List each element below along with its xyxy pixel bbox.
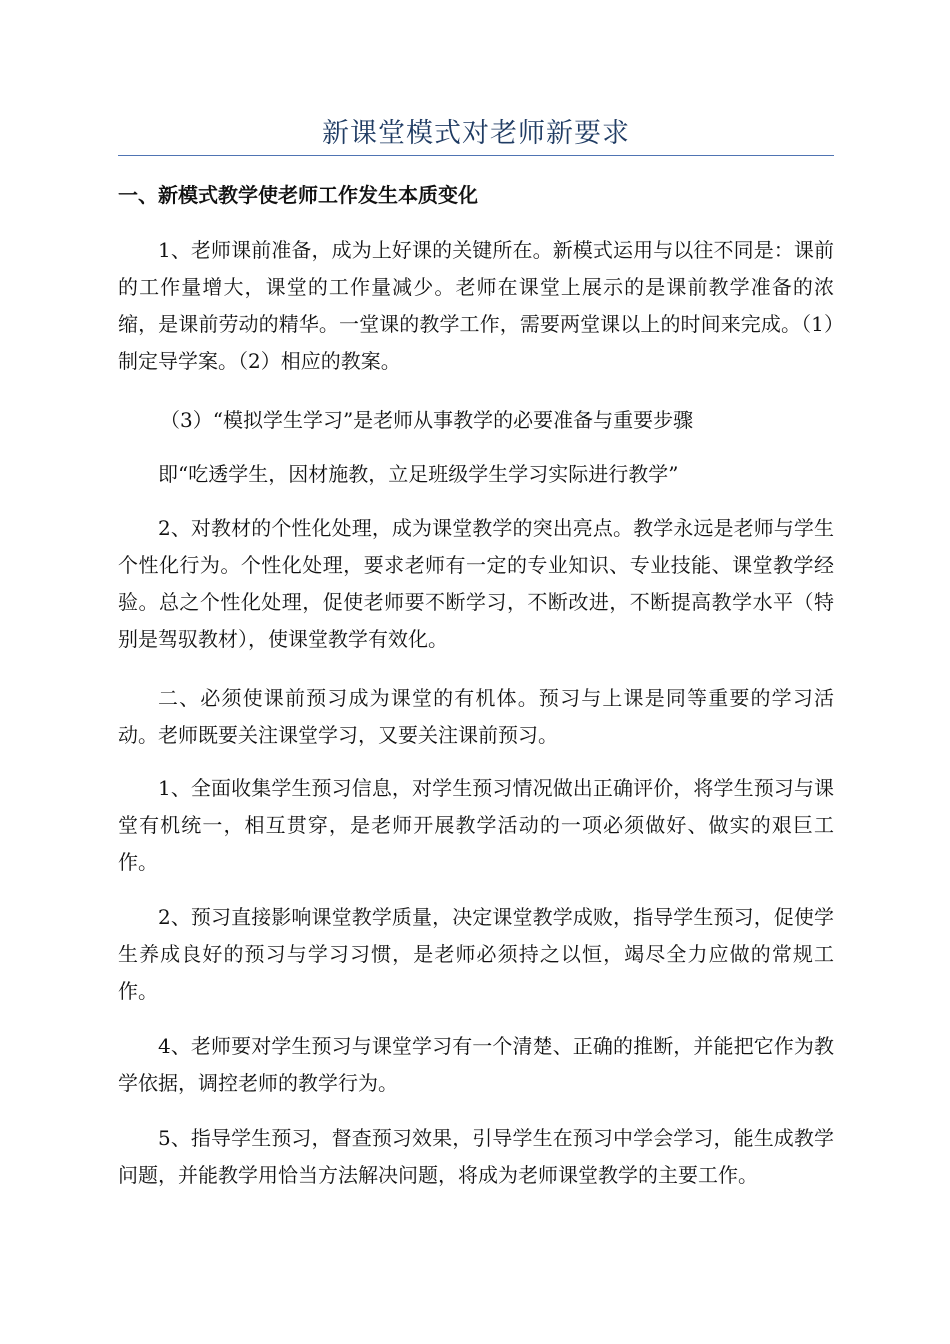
paragraph-2: （3）“模拟学生学习”是老师从事教学的必要准备与重要步骤 <box>160 408 694 432</box>
document-page <box>118 0 834 1344</box>
paragraph-5: 二、必须使课前预习成为课堂的有机体。预习与上课是同等重要的学习活动。老师既要关注课堂学习，又要关注课前预习。 <box>118 686 834 747</box>
paragraph-8: 4、老师要对学生预习与课堂学习有一个清楚、正确的推断，并能把它作为教学依据，调控老师的教学行为。 <box>118 1034 834 1095</box>
paragraph-6: 1、全面收集学生预习信息，对学生预习情况做出正确评价，将学生预习与课堂有机统一，相互贯穿，是老师开展教学活动的一项必须做好、做实的艰巨工作。 <box>118 776 834 874</box>
paragraph-9: 5、指导学生预习，督查预习效果，引导学生在预习中学会学习，能生成教学问题，并能教学用恰当方法解决问题，将成为老师课堂教学的主要工作。 <box>118 1126 834 1187</box>
title-underline <box>118 155 834 156</box>
paragraph-1: 1、老师课前准备，成为上好课的关键所在。新模式运用与以往不同是：课前的工作量增大，课堂的工作量减少。老师在课堂上展示的是课前教学准备的浓缩，是课前劳动的精华。一堂课的教学工作，需要两堂课以上的时间来完成。（1）制定导学案。（2）相应的教案。 <box>118 238 834 373</box>
section-heading: 一、新模式教学使老师工作发生本质变化 <box>118 183 478 207</box>
paragraph-4: 2、对教材的个性化处理，成为课堂教学的突出亮点。教学永远是老师与学生个性化行为。个性化处理，要求老师有一定的专业知识、专业技能、课堂教学经验。总之个性化处理，促使老师要不断学习，不断改进，不断提高教学水平（特别是驾驭教材），使课堂教学有效化。 <box>118 516 834 651</box>
page-title: 新课堂模式对老师新要求 <box>322 118 630 149</box>
paragraph-7: 2、预习直接影响课堂教学质量，决定课堂教学成败，指导学生预习，促使学生养成良好的预习与学习习惯，是老师必须持之以恒，竭尽全力应做的常规工作。 <box>118 905 834 1003</box>
paragraph-3: 即“吃透学生，因材施教，立足班级学生学习实际进行教学” <box>158 462 679 486</box>
